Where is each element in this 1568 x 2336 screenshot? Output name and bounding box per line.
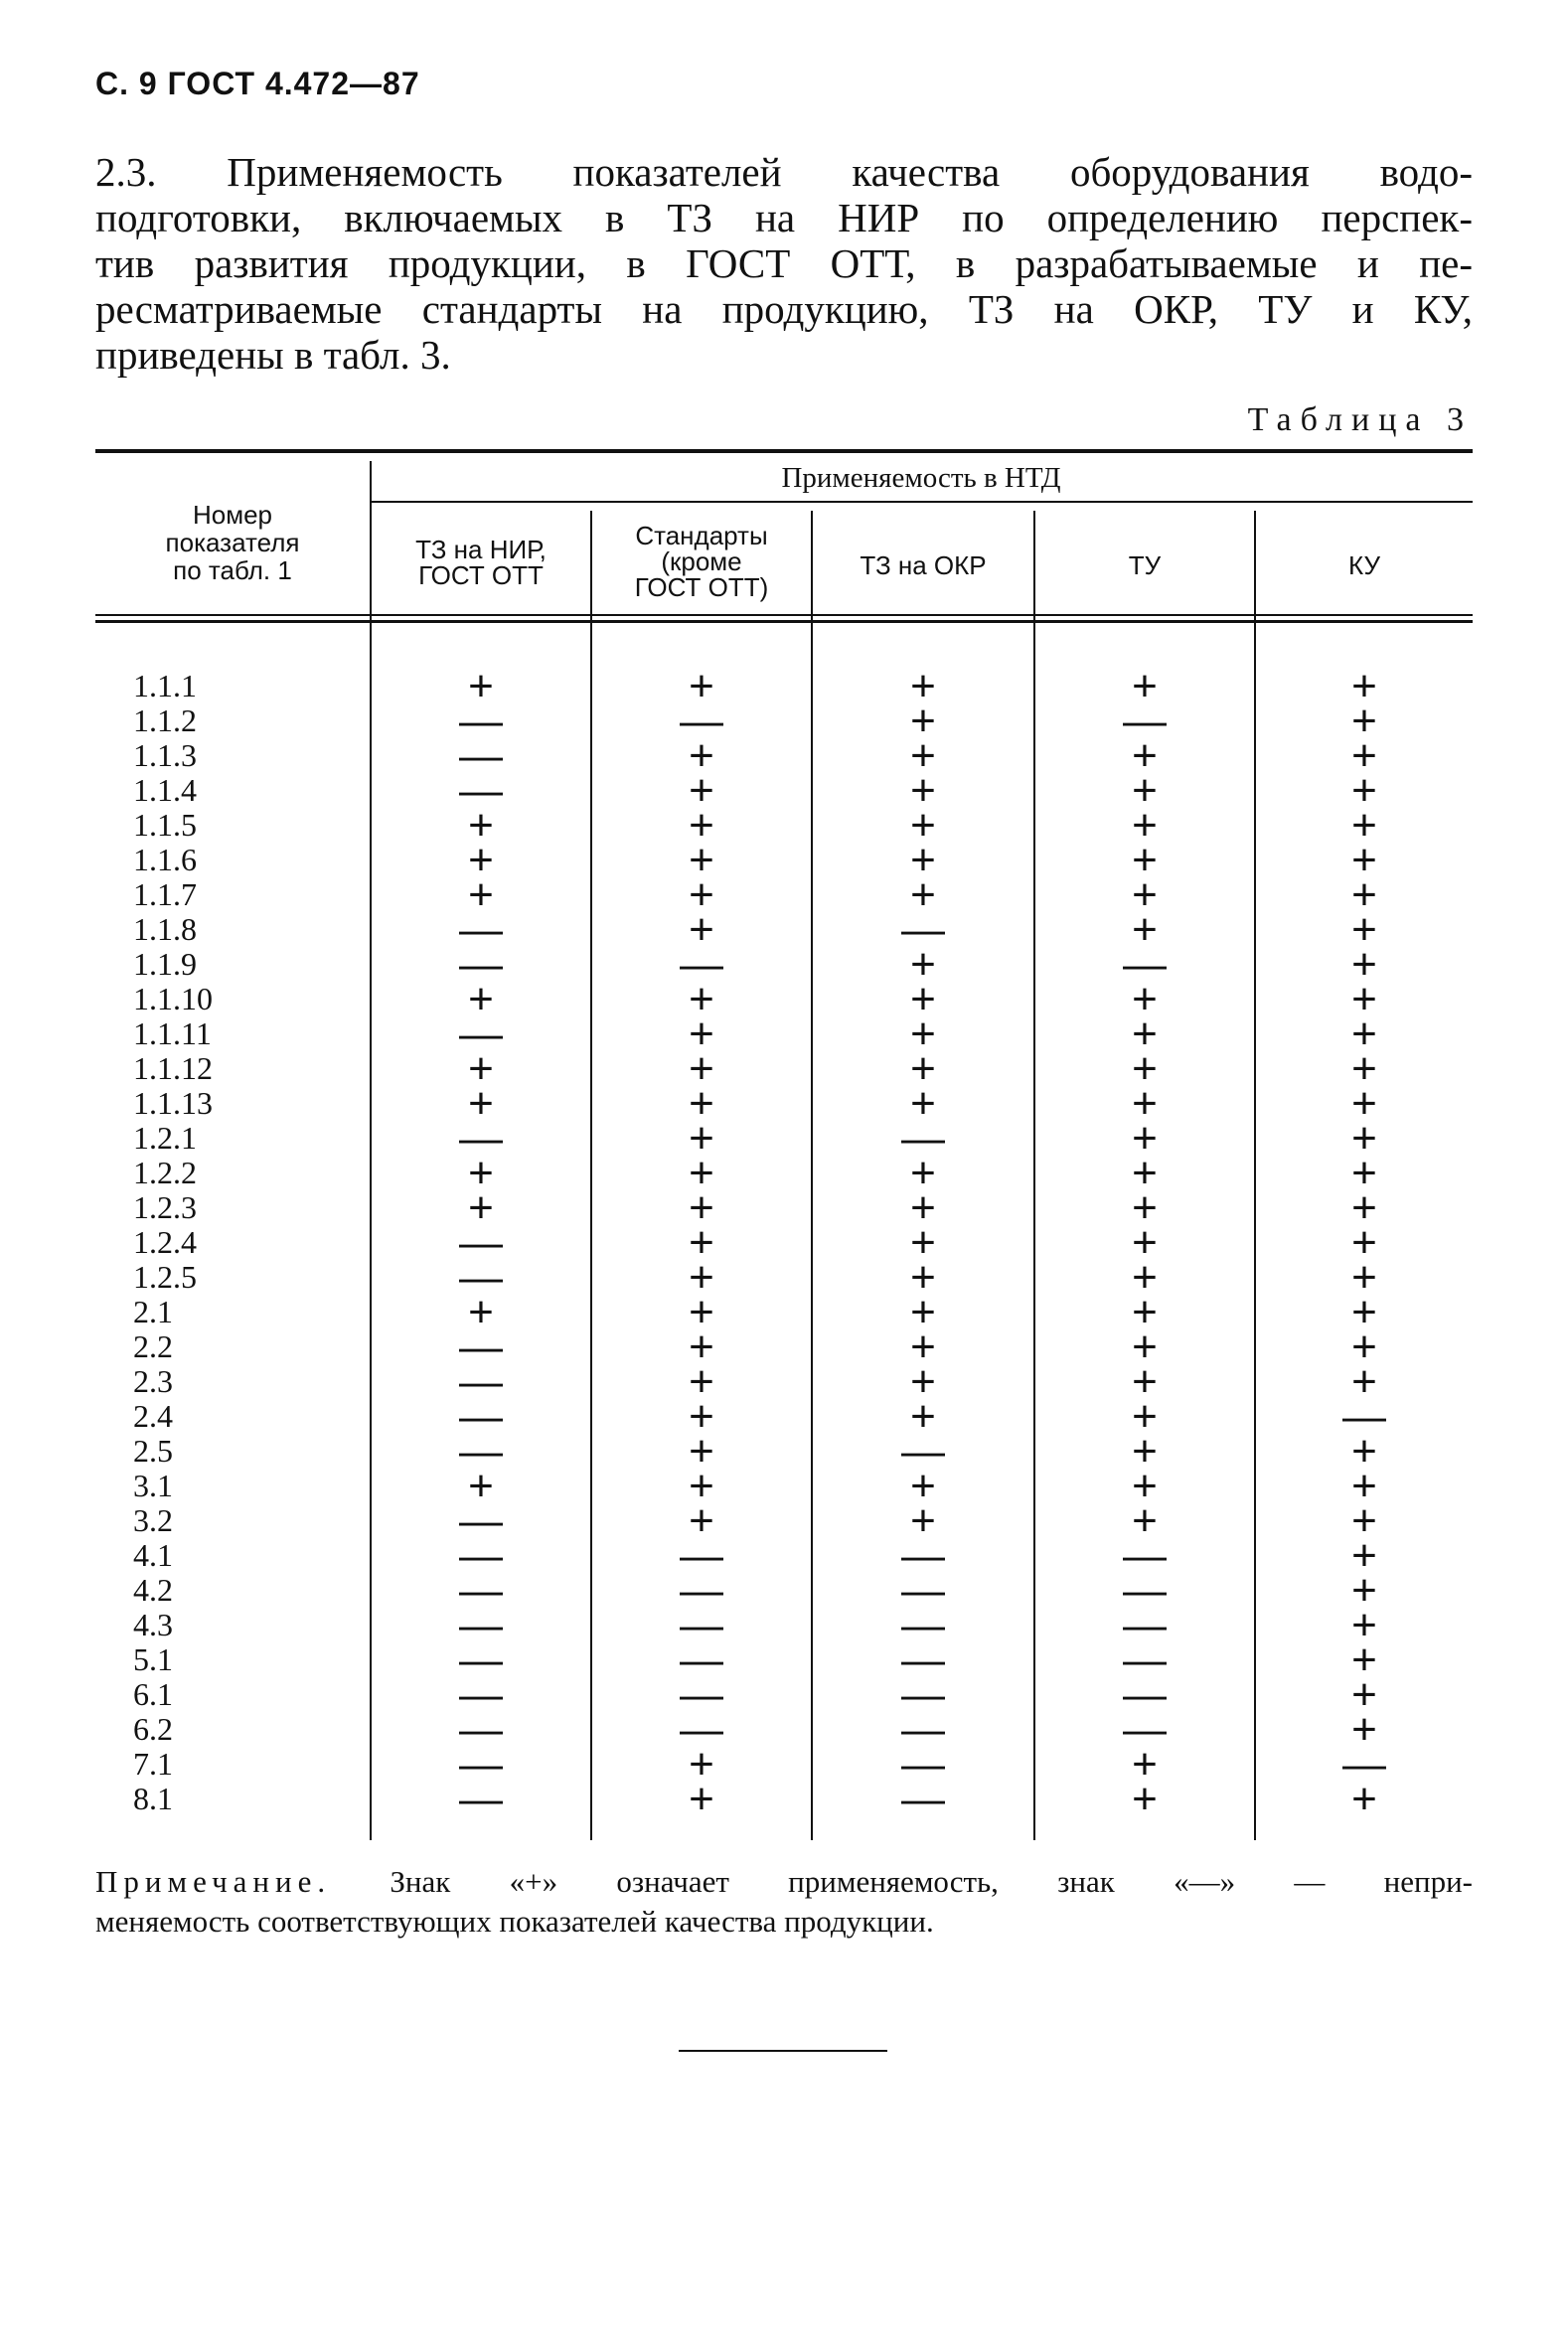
indicator-number: 5.1 — [133, 1641, 173, 1677]
indicator-number: 1.1.5 — [133, 807, 197, 843]
indicator-number: 1.2.4 — [133, 1224, 197, 1260]
indicator-number: 1.1.10 — [133, 981, 213, 1016]
applicability-mark: + — [1351, 1357, 1377, 1406]
indicator-number: 3.1 — [133, 1468, 173, 1503]
indicator-number: 1.1.11 — [133, 1015, 212, 1051]
applicability-mark: — — [1123, 1566, 1167, 1615]
indicator-number: 1.2.1 — [133, 1120, 197, 1156]
applicability-mark: — — [1123, 1531, 1167, 1580]
applicability-mark: + — [689, 801, 714, 850]
applicability-mark: + — [1132, 731, 1158, 780]
applicability-mark: — — [459, 1740, 503, 1789]
applicability-mark: + — [689, 1357, 714, 1406]
header-bottom-rule — [95, 614, 1473, 616]
applicability-mark: + — [468, 662, 494, 710]
note-label: Примечание. — [95, 1864, 332, 1899]
applicability-mark: + — [1132, 1392, 1158, 1441]
indicator-number: 4.2 — [133, 1572, 173, 1608]
applicability-mark: — — [901, 1775, 945, 1823]
table-note — [95, 1862, 1473, 1942]
header-line: (кроме — [661, 546, 742, 576]
applicability-mark: + — [1351, 1775, 1377, 1823]
indicator-number: 6.2 — [133, 1711, 173, 1747]
applicability-mark: — — [901, 905, 945, 954]
applicability-mark: + — [1351, 1635, 1377, 1684]
applicability-mark: — — [459, 1601, 503, 1649]
applicability-mark: + — [1132, 1323, 1158, 1371]
applicability-mark: + — [1351, 1462, 1377, 1510]
indicator-number: 1.1.7 — [133, 876, 197, 912]
applicability-mark: — — [459, 1392, 503, 1441]
applicability-mark: + — [468, 1044, 494, 1093]
applicability-mark: — — [459, 1114, 503, 1163]
header-line: КУ — [1348, 550, 1380, 580]
applicability-mark: + — [468, 1462, 494, 1510]
applicability-mark: + — [910, 1253, 936, 1302]
applicability-mark: + — [1351, 1149, 1377, 1197]
applicability-mark: + — [468, 801, 494, 850]
header-line: Стандарты — [635, 521, 768, 550]
indicator-number: 1.1.4 — [133, 772, 197, 808]
header-line: ТУ — [1128, 550, 1162, 580]
applicability-mark: + — [910, 662, 936, 710]
applicability-mark: + — [1351, 1183, 1377, 1232]
applicability-mark: + — [1351, 836, 1377, 884]
applicability-mark: + — [689, 1218, 714, 1267]
applicability-table — [95, 449, 1473, 1842]
applicability-mark: + — [689, 1114, 714, 1163]
applicability-mark: — — [680, 1531, 723, 1580]
note-text: Знак «+» означает применяемость, знак «—» — непри- — [390, 1864, 1473, 1899]
applicability-mark: + — [468, 836, 494, 884]
header-line: показателя — [165, 528, 300, 557]
column-header-ku — [1256, 552, 1473, 578]
applicability-mark: + — [910, 766, 936, 815]
applicability-mark: — — [459, 1323, 503, 1371]
note-line: меняемость соответствующих показателей качества продукции. — [95, 1904, 934, 1939]
applicability-mark: + — [468, 1079, 494, 1128]
applicability-mark: — — [459, 1357, 503, 1406]
applicability-mark: + — [689, 1183, 714, 1232]
applicability-mark: + — [1351, 1323, 1377, 1371]
column-header-tz-nir — [372, 537, 590, 588]
applicability-mark: + — [910, 1357, 936, 1406]
applicability-mark: + — [1132, 1357, 1158, 1406]
applicability-mark: + — [689, 1496, 714, 1545]
applicability-mark: — — [901, 1670, 945, 1719]
applicability-mark: — — [459, 1531, 503, 1580]
applicability-mark: + — [1132, 1462, 1158, 1510]
paragraph-line: 2.3. Применяемость показателей качества оборудования водо- — [95, 149, 1473, 195]
applicability-mark: — — [459, 1010, 503, 1058]
applicability-mark: + — [689, 870, 714, 919]
column-header-tz-okr — [813, 552, 1033, 578]
applicability-mark: + — [910, 801, 936, 850]
applicability-mark: — — [459, 1218, 503, 1267]
applicability-mark: + — [689, 1149, 714, 1197]
indicator-number: 2.3 — [133, 1363, 173, 1399]
header-line: по табл. 1 — [173, 555, 292, 585]
applicability-mark: + — [1132, 1079, 1158, 1128]
applicability-mark: + — [1132, 975, 1158, 1023]
tz-okr-column — [813, 662, 1033, 1823]
applicability-mark: — — [680, 697, 723, 745]
indicator-number: 4.3 — [133, 1607, 173, 1642]
applicability-mark: — — [459, 940, 503, 989]
applicability-mark: + — [1351, 1566, 1377, 1615]
applicability-mark: — — [901, 1531, 945, 1580]
applicability-mark: + — [1351, 766, 1377, 815]
applicability-mark: + — [1351, 697, 1377, 745]
indicator-number: 1.2.2 — [133, 1155, 197, 1190]
indicator-number: 1.1.12 — [133, 1050, 213, 1086]
applicability-mark: + — [1351, 1496, 1377, 1545]
applicability-mark: — — [680, 1601, 723, 1649]
indicator-number-column — [133, 669, 213, 1816]
applicability-mark: — — [459, 1670, 503, 1719]
applicability-mark: + — [689, 1427, 714, 1476]
applicability-mark: + — [1351, 1427, 1377, 1476]
applicability-mark: + — [689, 1323, 714, 1371]
header-line: Номер — [192, 500, 273, 530]
applicability-mark: — — [901, 1566, 945, 1615]
indicator-number: 1.1.2 — [133, 702, 197, 738]
applicability-mark: + — [1351, 1601, 1377, 1649]
applicability-mark: + — [689, 905, 714, 954]
applicability-mark: — — [1342, 1392, 1386, 1441]
applicability-mark: + — [910, 836, 936, 884]
indicator-number: 7.1 — [133, 1746, 173, 1782]
applicability-mark: + — [1351, 1253, 1377, 1302]
applicability-mark: + — [468, 1183, 494, 1232]
indicator-number: 1.2.3 — [133, 1189, 197, 1225]
applicability-mark: + — [1132, 1149, 1158, 1197]
applicability-mark: — — [459, 1253, 503, 1302]
indicator-number: 1.2.5 — [133, 1259, 197, 1295]
indicator-number: 1.1.6 — [133, 842, 197, 877]
indicator-number: 1.1.3 — [133, 737, 197, 773]
paragraph-line: приведены в табл. 3. — [95, 332, 451, 378]
applicability-mark: + — [1132, 801, 1158, 850]
applicability-mark: + — [1132, 1496, 1158, 1545]
header-line: ГОСТ ОТТ) — [634, 572, 769, 602]
applicability-mark: + — [910, 1183, 936, 1232]
header-bottom-rule-double — [95, 620, 1473, 623]
indicator-number: 1.1.1 — [133, 668, 197, 703]
applicability-mark: + — [1351, 1531, 1377, 1580]
table-top-rule — [95, 449, 1473, 453]
ku-column — [1256, 662, 1473, 1823]
applicability-mark: — — [459, 905, 503, 954]
applicability-mark: + — [910, 1044, 936, 1093]
applicability-mark: + — [910, 940, 936, 989]
applicability-mark: + — [1132, 662, 1158, 710]
first-column-header — [95, 501, 370, 584]
applicability-mark: — — [459, 766, 503, 815]
indicator-number: 4.1 — [133, 1537, 173, 1573]
applicability-mark: — — [901, 1635, 945, 1684]
applicability-mark: — — [1123, 1670, 1167, 1719]
indicator-number: 6.1 — [133, 1676, 173, 1712]
applicability-mark: + — [1132, 905, 1158, 954]
applicability-mark: + — [910, 870, 936, 919]
applicability-mark: + — [1132, 836, 1158, 884]
applicability-mark: + — [689, 1392, 714, 1441]
applicability-mark: + — [1351, 1705, 1377, 1754]
indicator-number: 2.1 — [133, 1294, 173, 1329]
applicability-mark: + — [1351, 1079, 1377, 1128]
applicability-mark: — — [459, 1775, 503, 1823]
applicability-mark: — — [1123, 1635, 1167, 1684]
applicability-mark: + — [1351, 1670, 1377, 1719]
column-header-standards — [592, 523, 811, 600]
column-header-tu — [1035, 552, 1254, 578]
applicability-mark: — — [459, 1496, 503, 1545]
applicability-mark: + — [468, 1149, 494, 1197]
applicability-mark: + — [910, 1323, 936, 1371]
applicability-mark: + — [689, 1044, 714, 1093]
applicability-mark: + — [1132, 1253, 1158, 1302]
applicability-mark: + — [468, 1288, 494, 1336]
applicability-mark: + — [1132, 1114, 1158, 1163]
applicability-mark: + — [910, 1010, 936, 1058]
applicability-mark: — — [680, 1705, 723, 1754]
applicability-mark: + — [689, 1462, 714, 1510]
applicability-mark: — — [459, 1705, 503, 1754]
applicability-mark: — — [459, 1427, 503, 1476]
indicator-number: 8.1 — [133, 1781, 173, 1816]
applicability-mark: + — [689, 1010, 714, 1058]
applicability-mark: — — [1123, 940, 1167, 989]
applicability-mark: + — [1351, 870, 1377, 919]
applicability-mark: — — [680, 1670, 723, 1719]
applicability-mark: — — [459, 1566, 503, 1615]
applicability-mark: + — [910, 697, 936, 745]
indicator-number: 3.2 — [133, 1502, 173, 1538]
indicator-number: 1.1.8 — [133, 911, 197, 947]
applicability-mark: + — [1132, 1183, 1158, 1232]
applicability-mark: + — [1351, 1044, 1377, 1093]
group-header: Применяемость в НТД — [781, 462, 1061, 494]
applicability-mark: + — [1132, 1775, 1158, 1823]
paragraph-line: ресматриваемые стандарты на продукцию, ТЗ на ОКР, ТУ и КУ, — [95, 286, 1473, 332]
applicability-mark: — — [901, 1601, 945, 1649]
applicability-mark: + — [689, 1288, 714, 1336]
applicability-mark: + — [468, 870, 494, 919]
applicability-mark: + — [910, 731, 936, 780]
applicability-mark: — — [1123, 697, 1167, 745]
applicability-mark: + — [689, 975, 714, 1023]
applicability-mark: + — [689, 1079, 714, 1128]
applicability-mark: + — [910, 1218, 936, 1267]
header-line: ТЗ на ОКР — [860, 550, 987, 580]
applicability-mark: + — [689, 836, 714, 884]
applicability-mark: — — [680, 1566, 723, 1615]
applicability-mark: + — [1132, 1288, 1158, 1336]
applicability-mark: + — [1132, 870, 1158, 919]
paragraph-line: тив развития продукции, в ГОСТ ОТТ, в разрабатываемые и пе- — [95, 240, 1473, 286]
applicability-mark: — — [1342, 1740, 1386, 1789]
applicability-mark: + — [1351, 940, 1377, 989]
indicator-number: 2.5 — [133, 1433, 173, 1469]
applicability-mark: + — [1351, 662, 1377, 710]
tu-column — [1035, 662, 1254, 1823]
applicability-mark: + — [910, 1149, 936, 1197]
applicability-mark: — — [1123, 1601, 1167, 1649]
note-line — [95, 1862, 1473, 1902]
table-caption: Таблица 3 — [1247, 401, 1473, 438]
applicability-mark: — — [459, 697, 503, 745]
applicability-mark: + — [910, 1392, 936, 1441]
applicability-mark: — — [459, 731, 503, 780]
applicability-mark: + — [1351, 731, 1377, 780]
applicability-mark: + — [689, 1775, 714, 1823]
paragraph-line: подготовки, включаемых в ТЗ на НИР по определению перспек- — [95, 195, 1473, 240]
applicability-mark: + — [1351, 1114, 1377, 1163]
applicability-mark: + — [689, 1253, 714, 1302]
applicability-mark: — — [901, 1705, 945, 1754]
applicability-mark: + — [910, 1462, 936, 1510]
applicability-mark: + — [1351, 905, 1377, 954]
applicability-mark: + — [689, 731, 714, 780]
applicability-mark: + — [468, 975, 494, 1023]
applicability-mark: — — [901, 1427, 945, 1476]
header-line: ГОСТ ОТТ — [418, 560, 544, 590]
applicability-mark: + — [910, 975, 936, 1023]
applicability-mark: + — [1351, 1218, 1377, 1267]
indicator-number: 1.1.13 — [133, 1085, 213, 1121]
applicability-mark: + — [1132, 1044, 1158, 1093]
applicability-mark: + — [689, 1740, 714, 1789]
indicator-number: 2.4 — [133, 1398, 173, 1434]
applicability-mark: + — [1132, 766, 1158, 815]
applicability-mark: + — [1351, 801, 1377, 850]
applicability-mark: + — [689, 766, 714, 815]
applicability-mark: + — [1351, 1288, 1377, 1336]
applicability-mark: — — [680, 1635, 723, 1684]
footer-divider — [679, 2050, 887, 2052]
applicability-mark: + — [910, 1079, 936, 1128]
group-header-rule — [370, 501, 1473, 503]
applicability-mark: + — [1132, 1218, 1158, 1267]
indicator-number: 2.2 — [133, 1328, 173, 1364]
indicator-number: 1.1.9 — [133, 946, 197, 982]
applicability-mark: — — [459, 1635, 503, 1684]
applicability-mark: + — [1132, 1740, 1158, 1789]
applicability-mark: — — [901, 1114, 945, 1163]
header-line: ТЗ на НИР, — [415, 535, 547, 564]
applicability-mark: + — [689, 662, 714, 710]
applicability-mark: — — [680, 940, 723, 989]
applicability-mark: — — [1123, 1705, 1167, 1754]
intro-paragraph — [95, 149, 1473, 378]
standards-column — [592, 662, 811, 1823]
applicability-mark: + — [1132, 1427, 1158, 1476]
applicability-mark: — — [901, 1740, 945, 1789]
applicability-mark: + — [1351, 975, 1377, 1023]
applicability-mark: + — [910, 1288, 936, 1336]
tz-nir-column — [372, 662, 590, 1823]
applicability-mark: + — [910, 1496, 936, 1545]
page-header: С. 9 ГОСТ 4.472—87 — [95, 66, 420, 101]
applicability-mark: + — [1132, 1010, 1158, 1058]
applicability-mark: + — [1351, 1010, 1377, 1058]
